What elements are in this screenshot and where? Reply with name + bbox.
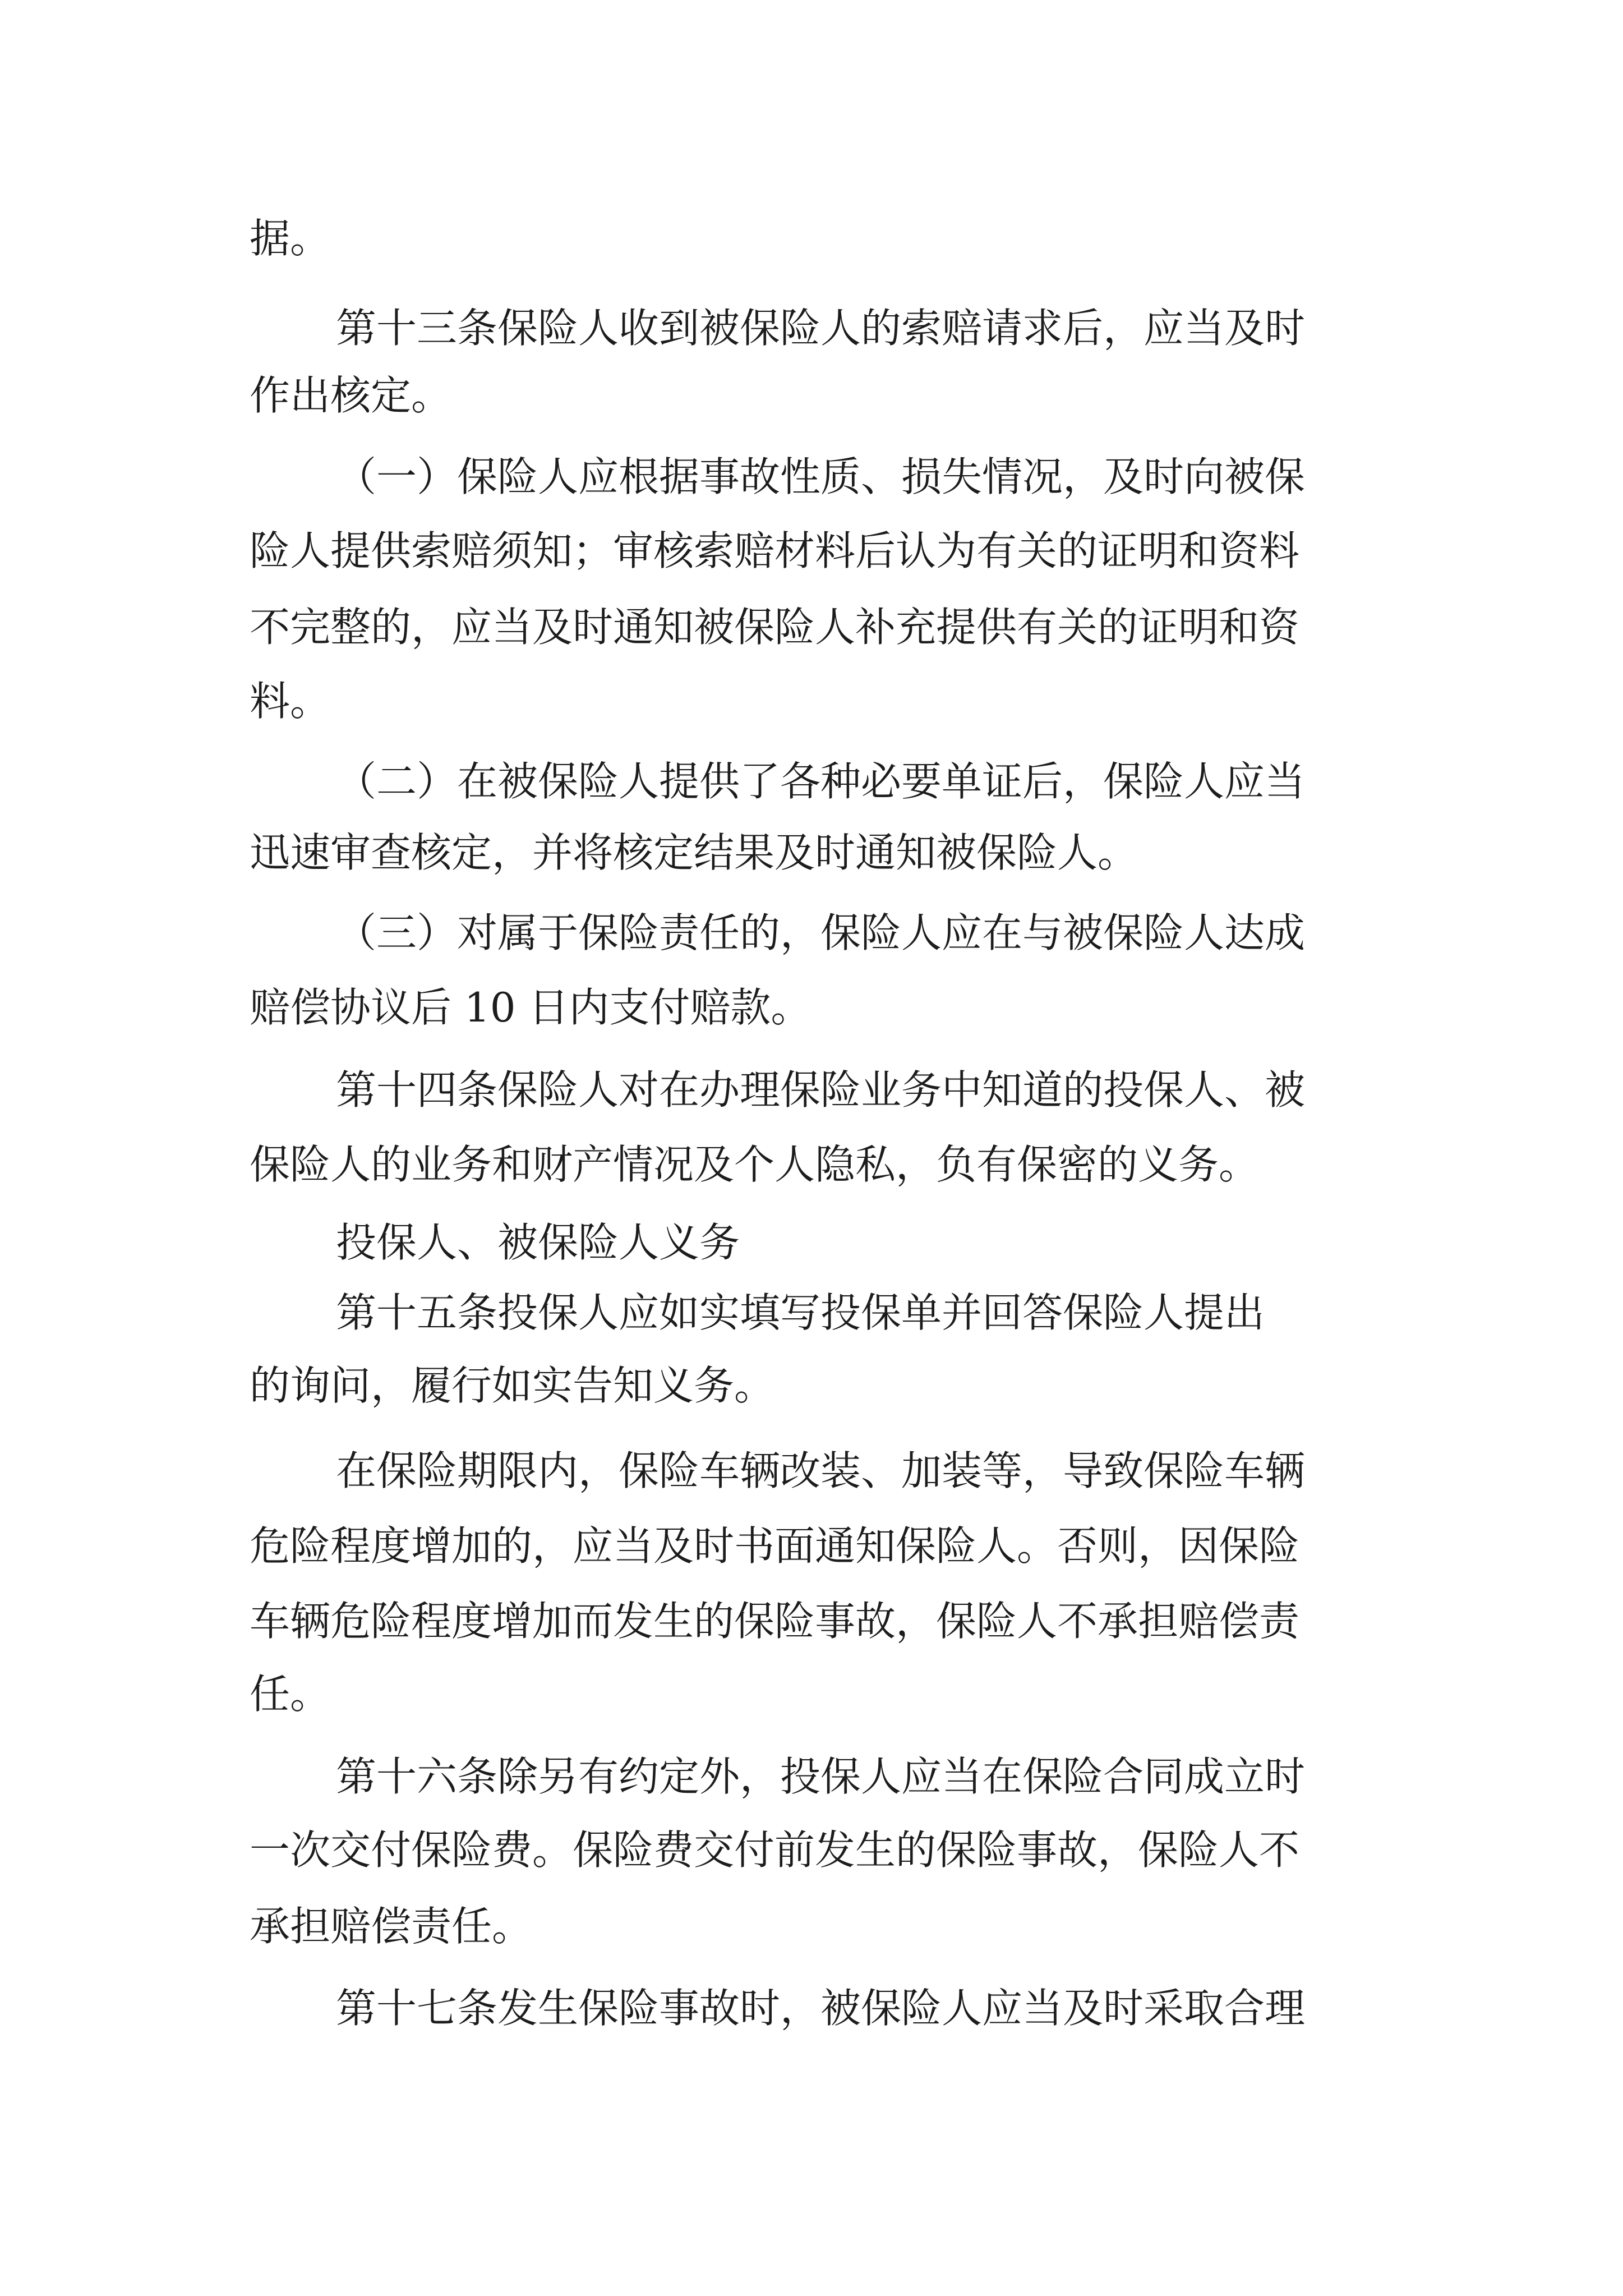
text-line: 不完整的，应当及时通知被保险人补充提供有关的证明和资 <box>250 604 1300 651</box>
text-line: 车辆危险程度增加而发生的保险事故，保险人不承担赔偿责 <box>250 1598 1300 1645</box>
text-line: 第十七条发生保险事故时，被保险人应当及时采取合理 <box>336 1985 1306 2032</box>
text-line: 第十四条保险人对在办理保险业务中知道的投保人、被 <box>336 1066 1306 1114</box>
text-line: 承担赔偿责任。 <box>250 1903 533 1950</box>
text-line: 作出核定。 <box>250 372 452 419</box>
text-line: 一次交付保险费。保险费交付前发生的保险事故，保险人不 <box>250 1826 1300 1874</box>
text-line: 第十三条保险人收到被保险人的索赔请求后，应当及时 <box>336 305 1306 352</box>
text-line: （三）对属于保险责任的，保险人应在与被保险人达成 <box>336 909 1306 956</box>
text-line: 第十五条投保人应如实填写投保单并回答保险人提出 <box>336 1289 1265 1336</box>
text-line: （一）保险人应根据事故性质、损失情况，及时向被保 <box>336 453 1306 500</box>
text-line: 据。 <box>250 215 331 262</box>
text-line: 赔偿协议后 10 日内支付赔款。 <box>250 984 811 1031</box>
text-line: 在保险期限内，保险车辆改装、加装等，导致保险车辆 <box>336 1447 1306 1494</box>
text-line: 险人提供索赔须知；审核索赔材料后认为有关的证明和资料 <box>250 527 1300 574</box>
text-line: 危险程度增加的，应当及时书面通知保险人。否则，因保险 <box>250 1522 1300 1570</box>
text-line: 的询问，履行如实告知义务。 <box>250 1362 775 1409</box>
text-line: （二）在被保险人提供了各种必要单证后，保险人应当 <box>336 758 1306 805</box>
text-line: 保险人的业务和财产情况及个人隐私，负有保密的义务。 <box>250 1141 1260 1188</box>
text-line: 迅速审查核定，并将核定结果及时通知被保险人。 <box>250 829 1138 876</box>
section-heading: 投保人、被保险人义务 <box>336 1219 740 1266</box>
text-line: 料。 <box>250 678 331 725</box>
text-line: 任。 <box>250 1671 331 1718</box>
text-line: 第十六条除另有约定外，投保人应当在保险合同成立时 <box>336 1753 1306 1800</box>
